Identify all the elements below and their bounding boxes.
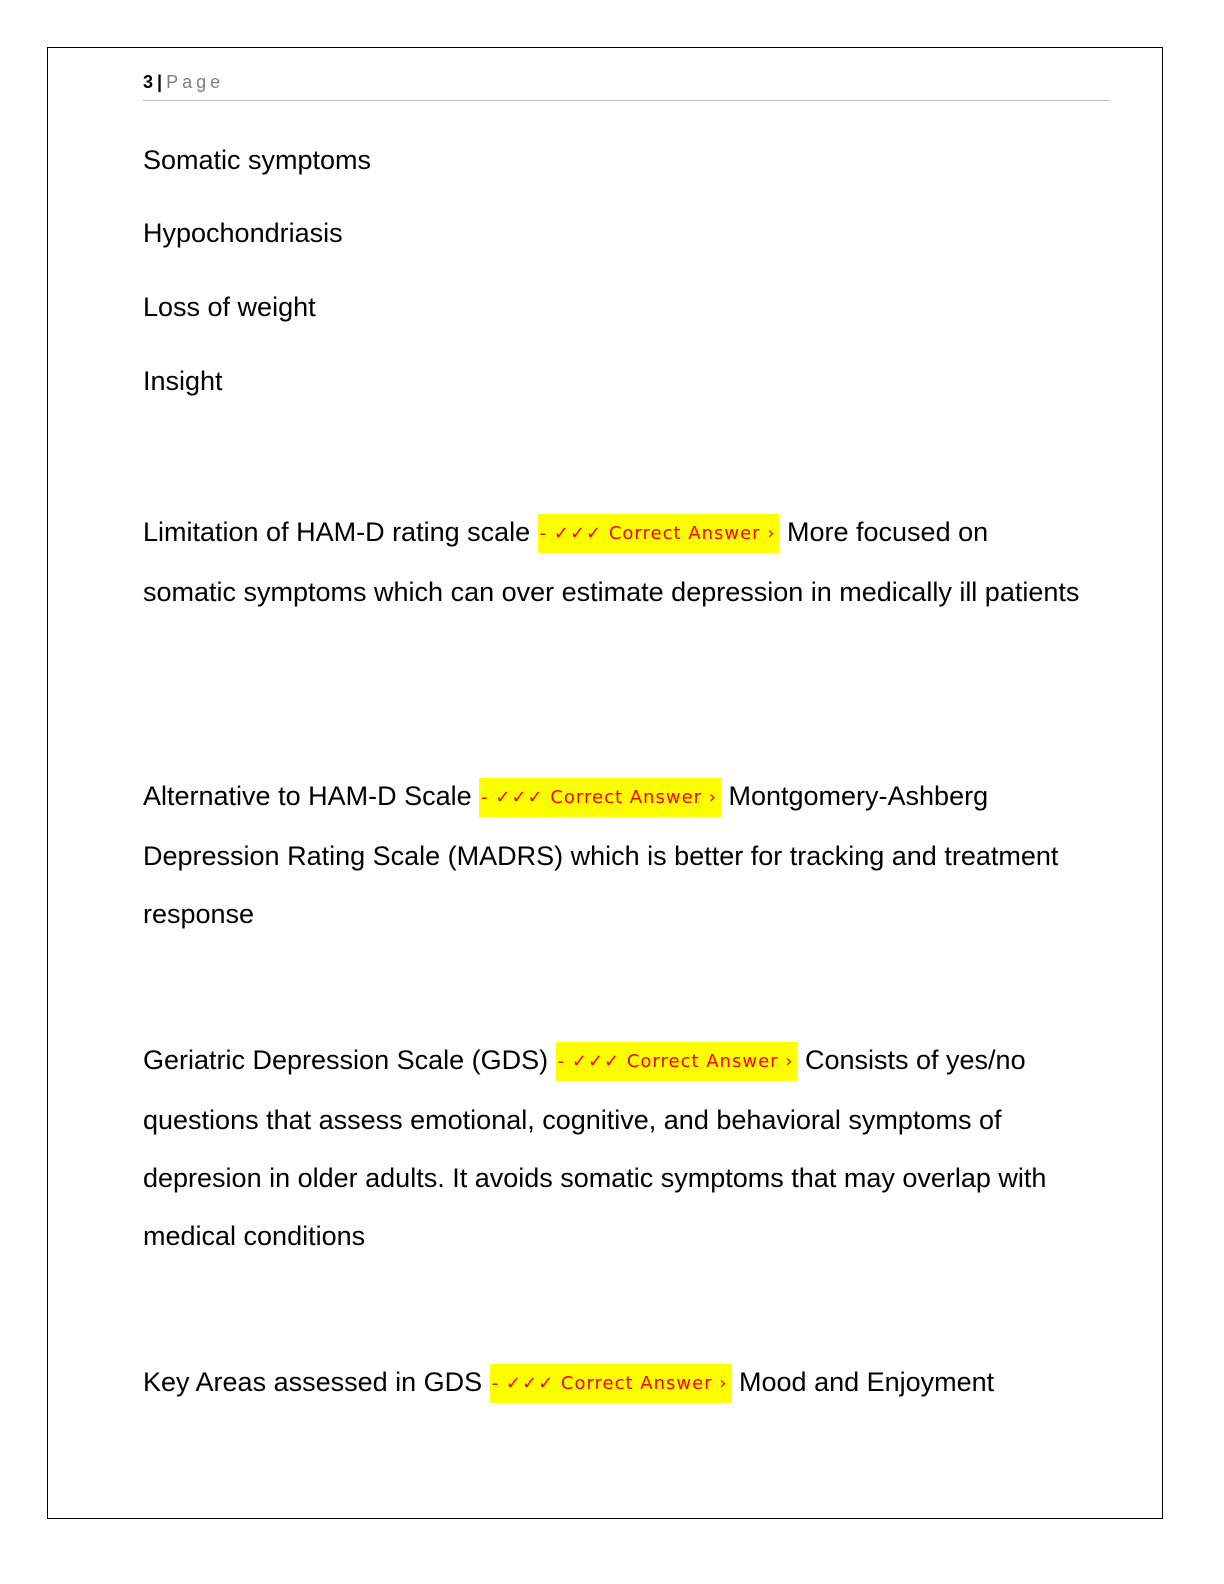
page-header <box>143 72 1109 101</box>
qa-entry <box>143 503 1083 621</box>
page-number: 3 <box>143 72 154 92</box>
question-text: Geriatric Depression Scale (GDS) <box>143 1045 549 1075</box>
answer-text: Montgomery-Ashberg Depression Rating Scale (MADRS) which is better for tracking and treatment response <box>143 781 1059 929</box>
list-item: Insight <box>143 366 223 396</box>
correct-answer-marker: - ✓✓✓ Correct Answer › <box>556 1042 798 1081</box>
question-text: Alternative to HAM-D Scale <box>143 781 472 811</box>
answer-text: More focused on somatic symptoms which can over estimate depression in medically ill patients <box>143 517 1080 607</box>
qa-entry <box>143 1031 1083 1265</box>
page-word: Page <box>166 72 225 92</box>
list-item: Hypochondriasis <box>143 218 343 248</box>
list-item: Loss of weight <box>143 292 316 322</box>
qa-entry <box>143 1353 1083 1413</box>
question-text: Limitation of HAM-D rating scale <box>143 517 531 547</box>
correct-answer-marker: - ✓✓✓ Correct Answer › <box>490 1364 732 1403</box>
question-text: Key Areas assessed in GDS <box>143 1367 483 1397</box>
correct-answer-marker: - ✓✓✓ Correct Answer › <box>538 514 780 553</box>
header-separator: | <box>157 72 163 92</box>
qa-entry <box>143 767 1083 943</box>
correct-answer-marker: - ✓✓✓ Correct Answer › <box>479 778 721 817</box>
answer-text: Consists of yes/no questions that assess emotional, cognitive, and behavioral symptoms of depresion in older adults. It avoids somatic symptoms that may overlap with medical conditions <box>143 1045 1047 1251</box>
list-item: Somatic symptoms <box>143 145 372 175</box>
answer-text: Mood and Enjoyment <box>739 1367 995 1397</box>
